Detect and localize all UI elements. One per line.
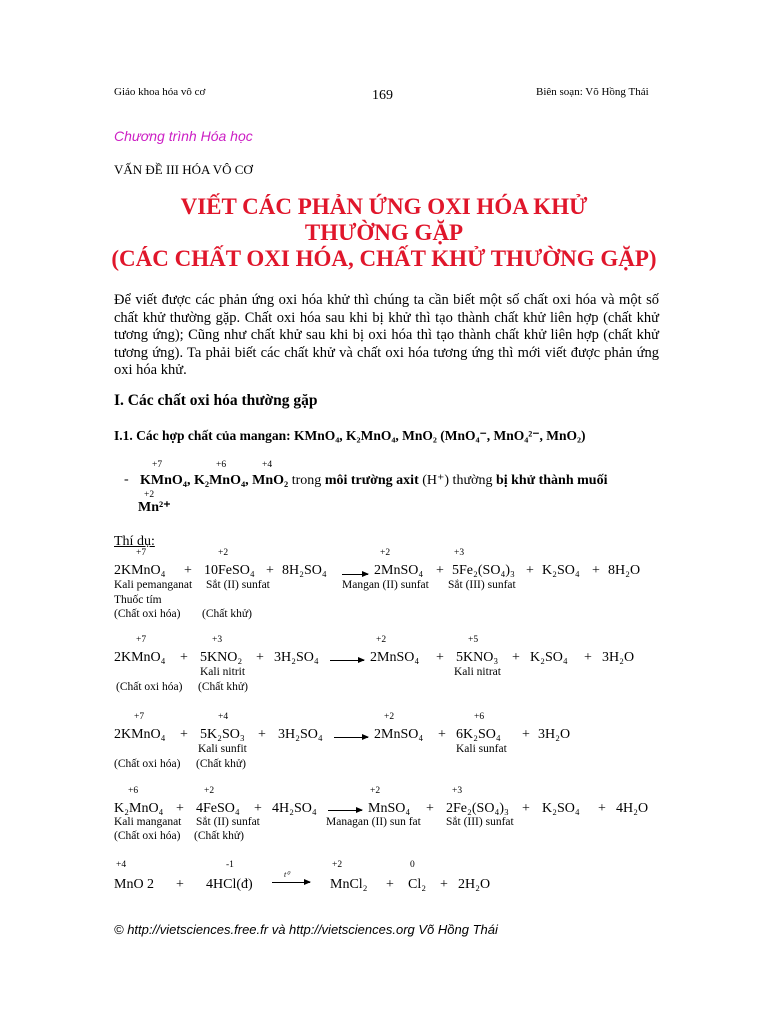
reactant: 3H₂SO₄: [274, 650, 319, 665]
ox-state: +4: [218, 712, 229, 722]
bullet-text: KMnO₄, K₂MnO₄, MnO₂ trong môi trường axit (H⁺) thường bị khử thành muối: [140, 473, 608, 488]
product: MnCl₂: [330, 877, 368, 892]
plus-sign: +: [522, 727, 530, 742]
compound-label: Kali pemanganat: [114, 579, 193, 591]
header-right: Biên soạn: Võ Hồng Thái: [536, 86, 649, 98]
product: K₂SO₄: [542, 801, 580, 816]
ox-state: 0: [410, 860, 415, 870]
compound-label: Sắt (II) sunfat: [196, 816, 260, 828]
product: 2MnSO₄: [370, 650, 420, 665]
main-title-line3: (CÁC CHẤT OXI HÓA, CHẤT KHỬ THƯỜNG GẶP): [111, 246, 657, 271]
ox-state: +4: [116, 860, 127, 870]
ox-state: +2: [204, 786, 215, 796]
ox-state: +2: [218, 548, 229, 558]
plus-sign: +: [256, 650, 264, 665]
plus-sign: +: [438, 727, 446, 742]
ox-state: +2: [370, 786, 381, 796]
plus-sign: +: [598, 801, 606, 816]
reactant: 2KMnO₄: [114, 650, 166, 665]
compound-label: Kali sunfit: [198, 743, 247, 755]
plus-sign: +: [512, 650, 520, 665]
plus-sign: +: [266, 563, 274, 578]
ox-state: +2: [384, 712, 395, 722]
reactant: 4FeSO₄: [196, 801, 240, 816]
reaction-arrow: [330, 660, 364, 661]
reactant: K₂MnO₄: [114, 801, 164, 816]
plus-sign: +: [176, 877, 184, 892]
reactant: 4H₂SO₄: [272, 801, 317, 816]
role-label: (Chất khử): [198, 681, 248, 693]
product: MnSO₄: [368, 801, 411, 816]
section-title: VẤN ĐỀ III HÓA VÔ CƠ: [114, 162, 253, 177]
plus-sign: +: [254, 801, 262, 816]
compound-label: Thuốc tím: [114, 594, 162, 606]
compound-label: Sắt (III) sunfat: [446, 816, 514, 828]
ox-state: +7: [152, 460, 163, 470]
heading-manganese: I.1. Các hợp chất của mangan: KMnO₄, K₂MnO₄, MnO₂ (MnO₄⁻, MnO₄²⁻, MnO₂): [114, 428, 586, 443]
plus-sign: +: [522, 801, 530, 816]
compound-label: Kali sunfat: [456, 743, 507, 755]
role-label: (Chất khử): [196, 758, 246, 770]
compound-label: Sắt (II) sunfat: [206, 579, 270, 591]
compound-label: Kali nitrat: [454, 666, 501, 678]
product: 5Fe₂(SO₄)₃: [452, 563, 515, 578]
reactant: 8H₂SO₄: [282, 563, 327, 578]
reaction-arrow: [272, 882, 310, 883]
reactant: 4HCl(đ): [206, 877, 253, 892]
role-label: (Chất oxi hóa): [114, 830, 181, 842]
role-label: (Chất oxi hóa): [116, 681, 183, 693]
role-label: (Chất oxi hóa): [114, 608, 181, 620]
plus-sign: +: [426, 801, 434, 816]
plus-sign: +: [180, 650, 188, 665]
main-title-line2: THƯỜNG GẶP: [304, 220, 464, 245]
ox-state: +5: [468, 635, 479, 645]
plus-sign: +: [176, 801, 184, 816]
ox-state: +6: [128, 786, 139, 796]
product: Cl₂: [408, 877, 427, 892]
ox-state: -1: [226, 860, 234, 870]
product: 2MnSO₄: [374, 563, 424, 578]
product: 2H₂O: [458, 877, 491, 892]
ox-state: +7: [136, 548, 147, 558]
plus-sign: +: [436, 650, 444, 665]
product: K₂SO₄: [542, 563, 580, 578]
reactant: 10FeSO₄: [204, 563, 255, 578]
reactant: 5KNO₂: [200, 650, 243, 665]
ox-state: +6: [216, 460, 227, 470]
intro-paragraph: Để viết được các phản ứng oxi hóa khử thì chúng ta cần biết một số chất oxi hóa và một số chất khử thường gặp. Chất oxi hóa sau khi bị khử thì tạo thành chất khử liên hợp (chất khử tương ứng); Cũng như chất khử sau khi bị oxi hóa thì tạo thành chất khử liên hợp (chất khử tương ứng). Ta phải biết các chất khử và chất oxi hóa tương ứng thì mới viết được phản ứng oxi hóa khử.: [114, 292, 659, 378]
ox-state: +7: [136, 635, 147, 645]
reactant: MnO 2: [114, 877, 155, 892]
plus-sign: +: [584, 650, 592, 665]
arrow-condition: t⁰: [284, 870, 290, 879]
ox-state: +4: [262, 460, 273, 470]
role-label: (Chất khử): [194, 830, 244, 842]
compound-label: Managan (II) sun fat: [326, 816, 421, 828]
product: 3H₂O: [602, 650, 635, 665]
compound-label: Mangan (II) sunfat: [342, 579, 429, 591]
page-number: 169: [372, 88, 393, 103]
ox-state: +2: [144, 490, 155, 500]
ox-state: +6: [474, 712, 485, 722]
plus-sign: +: [258, 727, 266, 742]
plus-sign: +: [440, 877, 448, 892]
reactant: 3H₂SO₄: [278, 727, 323, 742]
ox-state: +2: [380, 548, 391, 558]
plus-sign: +: [180, 727, 188, 742]
product: 3H₂O: [538, 727, 571, 742]
reaction-arrow: [328, 810, 362, 811]
plus-sign: +: [184, 563, 192, 578]
product: 5KNO₃: [456, 650, 499, 665]
product: 4H₂O: [616, 801, 649, 816]
plus-sign: +: [436, 563, 444, 578]
reaction-arrow: [334, 737, 368, 738]
ox-state: +3: [212, 635, 223, 645]
ox-state: +7: [134, 712, 145, 722]
role-label: (Chất oxi hóa): [114, 758, 181, 770]
plus-sign: +: [526, 563, 534, 578]
bullet-dash: -: [124, 472, 129, 487]
bullet-product: Mn²⁺: [138, 500, 171, 515]
main-title-line1: VIẾT CÁC PHẢN ỨNG OXI HÓA KHỬ: [180, 194, 588, 219]
reaction-arrow: [342, 574, 368, 575]
compound-label: Kali manganat: [114, 816, 182, 828]
program-title: Chương trình Hóa học: [114, 128, 253, 144]
product: 2Fe₂(SO₄)₃: [446, 801, 509, 816]
compound-label: Kali nitrit: [200, 666, 246, 678]
plus-sign: +: [386, 877, 394, 892]
product: 8H₂O: [608, 563, 641, 578]
example-label: Thí dụ:: [114, 534, 155, 549]
ox-state: +3: [454, 548, 465, 558]
compound-label: Sắt (III) sunfat: [448, 579, 516, 591]
reactant: 5K₂SO₃: [200, 727, 245, 742]
reactant: 2KMnO₄: [114, 727, 166, 742]
product: 2MnSO₄: [374, 727, 424, 742]
heading-oxidizers: I. Các chất oxi hóa thường gặp: [114, 392, 318, 409]
reactant: 2KMnO₄: [114, 563, 166, 578]
ox-state: +3: [452, 786, 463, 796]
product: 6K₂SO₄: [456, 727, 501, 742]
product: K₂SO₄: [530, 650, 568, 665]
role-label: (Chất khử): [202, 608, 252, 620]
ox-state: +2: [376, 635, 387, 645]
header-left: Giáo khoa hóa vô cơ: [114, 86, 206, 98]
ox-state: +2: [332, 860, 343, 870]
plus-sign: +: [592, 563, 600, 578]
footer-credit: © http://vietsciences.free.fr và http://vietsciences.org Võ Hồng Thái: [114, 922, 498, 937]
